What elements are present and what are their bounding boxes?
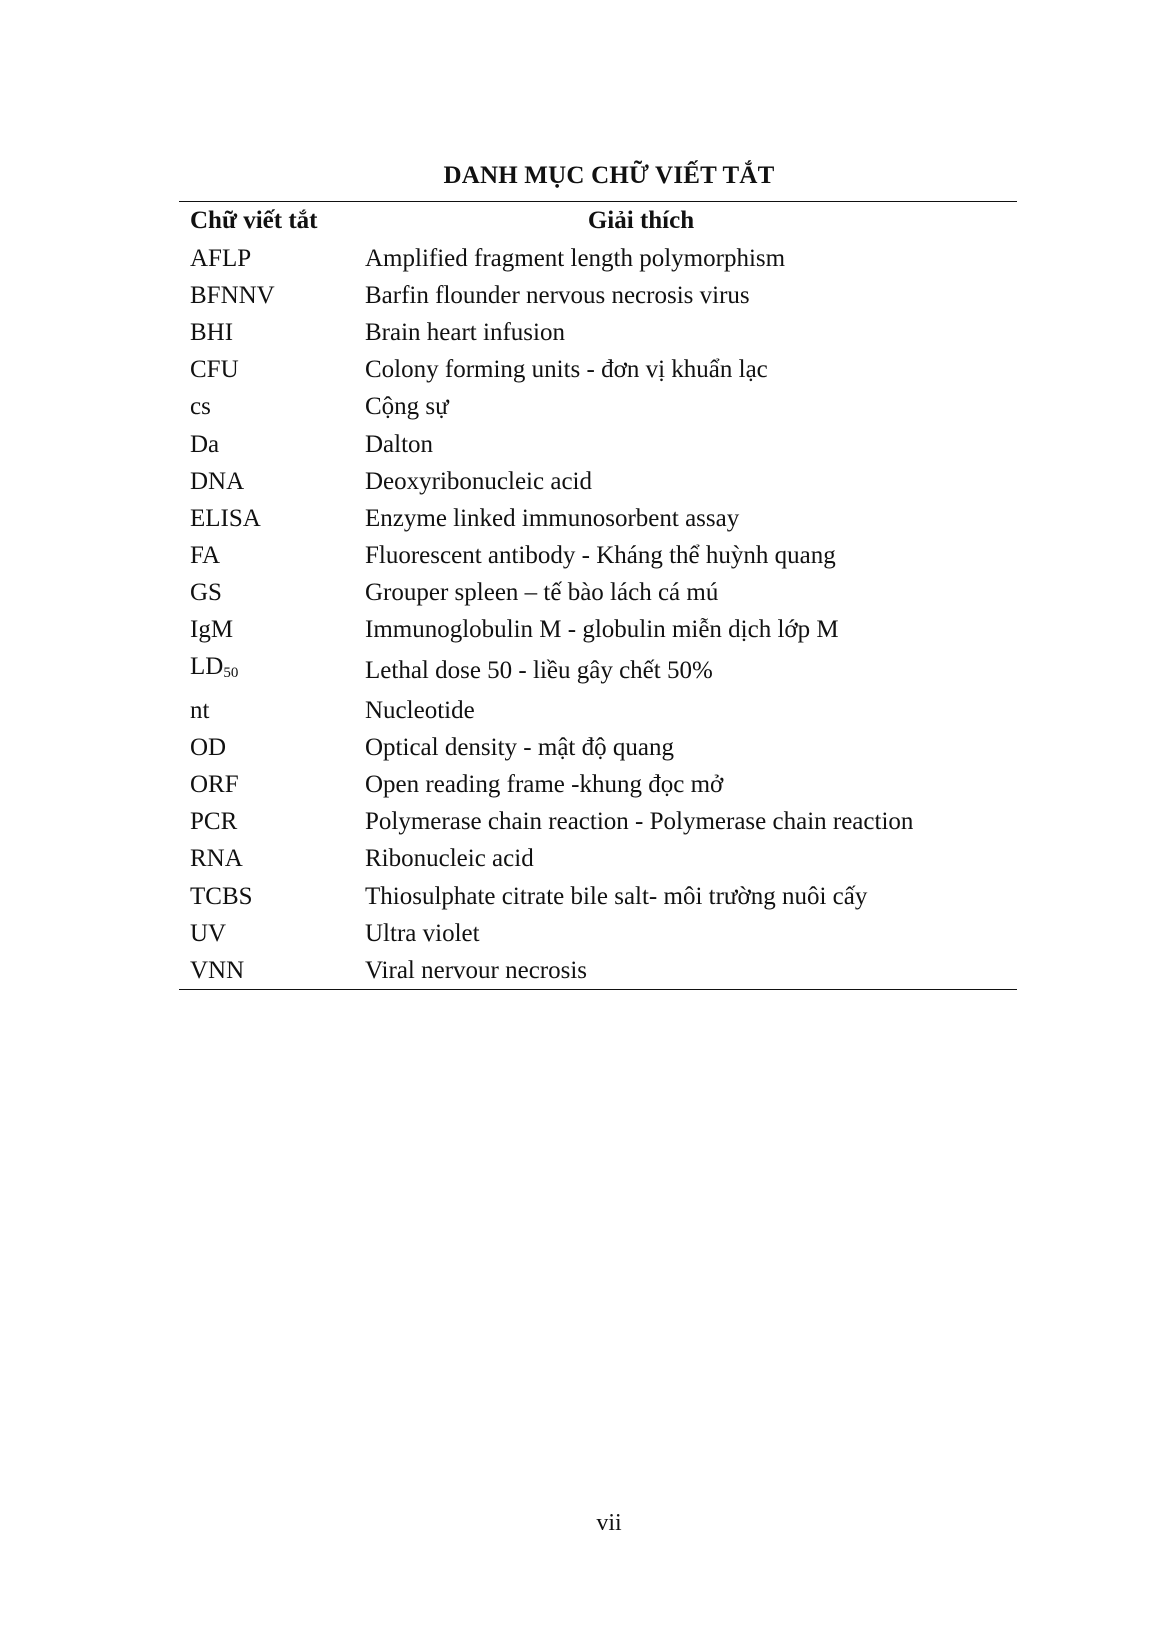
abbreviation-cell bbox=[179, 878, 365, 915]
abbreviation-cell bbox=[179, 766, 365, 803]
table-row bbox=[179, 878, 1017, 915]
explanation-cell: Brain heart infusion bbox=[365, 319, 565, 347]
table-row bbox=[179, 574, 1017, 611]
explanation-cell: Grouper spleen – tế bào lách cá mú bbox=[365, 578, 719, 606]
table-header bbox=[179, 202, 1017, 241]
table-row bbox=[179, 952, 1017, 990]
abbreviation-cell bbox=[179, 500, 365, 537]
abbreviation-cell bbox=[179, 277, 365, 314]
page-number: vii bbox=[596, 1510, 622, 1536]
explanation-cell: Nucleotide bbox=[365, 697, 475, 725]
abbreviation-text: VNN bbox=[190, 956, 245, 984]
abbreviation-cell bbox=[179, 425, 365, 462]
abbreviation-text: IgM bbox=[190, 615, 234, 643]
explanation-cell: Lethal dose 50 - liều gây chết 50% bbox=[365, 656, 713, 684]
abbreviation-cell bbox=[179, 574, 365, 611]
abbreviation-text: RNA bbox=[190, 845, 243, 873]
abbreviation-cell bbox=[179, 729, 365, 766]
abbreviation-cell bbox=[179, 388, 365, 425]
abbreviation-text: AFLP bbox=[190, 245, 252, 273]
table-row bbox=[179, 648, 1017, 692]
table-row bbox=[179, 803, 1017, 840]
abbreviation-text: TCBS bbox=[190, 882, 253, 910]
abbreviation-text: BHI bbox=[190, 319, 234, 347]
explanation-cell: Polymerase chain reaction - Polymerase chain reaction bbox=[365, 808, 914, 836]
abbreviation-cell bbox=[179, 840, 365, 877]
abbreviation-cell bbox=[179, 463, 365, 500]
abbreviation-text: Da bbox=[190, 430, 220, 458]
explanation-cell: Ultra violet bbox=[365, 919, 480, 947]
explanation-cell: Amplified fragment length polymorphism bbox=[365, 245, 786, 273]
abbreviation-text: FA bbox=[190, 541, 221, 569]
table-row bbox=[179, 611, 1017, 648]
abbreviation-cell bbox=[179, 537, 365, 574]
explanation-cell: Fluorescent antibody - Kháng thể huỳnh quang bbox=[365, 541, 836, 569]
abbreviation-text: GS bbox=[190, 578, 222, 606]
table-row bbox=[179, 915, 1017, 952]
table-row bbox=[179, 766, 1017, 803]
table-row bbox=[179, 729, 1017, 766]
abbreviation-text: DNA bbox=[190, 467, 245, 495]
table-row bbox=[179, 425, 1017, 462]
table-body bbox=[179, 240, 1017, 989]
header-row bbox=[179, 202, 1017, 241]
table-row bbox=[179, 314, 1017, 351]
abbreviation-text: BFNNV bbox=[190, 282, 275, 310]
explanation-cell: Open reading frame -khung đọc mở bbox=[365, 771, 724, 799]
table-row bbox=[179, 388, 1017, 425]
abbreviation-cell bbox=[179, 240, 365, 277]
explanation-cell: Optical density - mật độ quang bbox=[365, 734, 674, 762]
table-row bbox=[179, 351, 1017, 388]
explanation-cell: Barfin flounder nervous necrosis virus bbox=[365, 282, 750, 310]
abbreviation-cell bbox=[179, 314, 365, 351]
header-abbreviation: Chữ viết tắt bbox=[179, 202, 365, 241]
abbreviation-cell bbox=[179, 692, 365, 729]
page-title: DANH MỤC CHỮ VIẾT TẮT bbox=[443, 162, 775, 189]
table-row bbox=[179, 463, 1017, 500]
abbreviation-text: cs bbox=[190, 393, 211, 421]
abbreviation-cell bbox=[179, 611, 365, 648]
abbreviation-table-container bbox=[179, 201, 1017, 990]
abbreviation-cell bbox=[179, 952, 365, 990]
abbreviation-text: LD bbox=[190, 653, 224, 681]
explanation-cell: Enzyme linked immunosorbent assay bbox=[365, 504, 740, 532]
explanation-cell: Ribonucleic acid bbox=[365, 845, 534, 873]
abbreviation-text: ORF bbox=[190, 771, 239, 799]
explanation-cell: Immunoglobulin M - globulin miễn dịch lớp M bbox=[365, 615, 839, 643]
abbreviation-subscript: 50 bbox=[223, 665, 239, 682]
abbreviation-text: ELISA bbox=[190, 504, 261, 532]
explanation-cell: Deoxyribonucleic acid bbox=[365, 467, 592, 495]
table-row bbox=[179, 277, 1017, 314]
explanation-cell: Cộng sự bbox=[365, 393, 449, 421]
table-row bbox=[179, 840, 1017, 877]
abbreviation-table bbox=[179, 201, 1017, 990]
abbreviation-text: CFU bbox=[190, 356, 239, 384]
header-explanation: Giải thích bbox=[365, 202, 1017, 241]
explanation-cell: Colony forming units - đơn vị khuẩn lạc bbox=[365, 356, 768, 384]
abbreviation-cell bbox=[179, 648, 365, 692]
table-row bbox=[179, 692, 1017, 729]
abbreviation-cell bbox=[179, 915, 365, 952]
abbreviation-text: UV bbox=[190, 919, 227, 947]
table-row bbox=[179, 240, 1017, 277]
abbreviation-text: nt bbox=[190, 697, 210, 725]
abbreviation-text: OD bbox=[190, 734, 227, 762]
abbreviation-cell bbox=[179, 351, 365, 388]
table-row bbox=[179, 537, 1017, 574]
table-row bbox=[179, 500, 1017, 537]
abbreviation-text: PCR bbox=[190, 808, 238, 836]
explanation-cell: Dalton bbox=[365, 430, 434, 458]
explanation-cell: Thiosulphate citrate bile salt- môi trường nuôi cấy bbox=[365, 882, 868, 910]
abbreviation-cell bbox=[179, 803, 365, 840]
explanation-cell: Viral nervour necrosis bbox=[365, 952, 1017, 990]
